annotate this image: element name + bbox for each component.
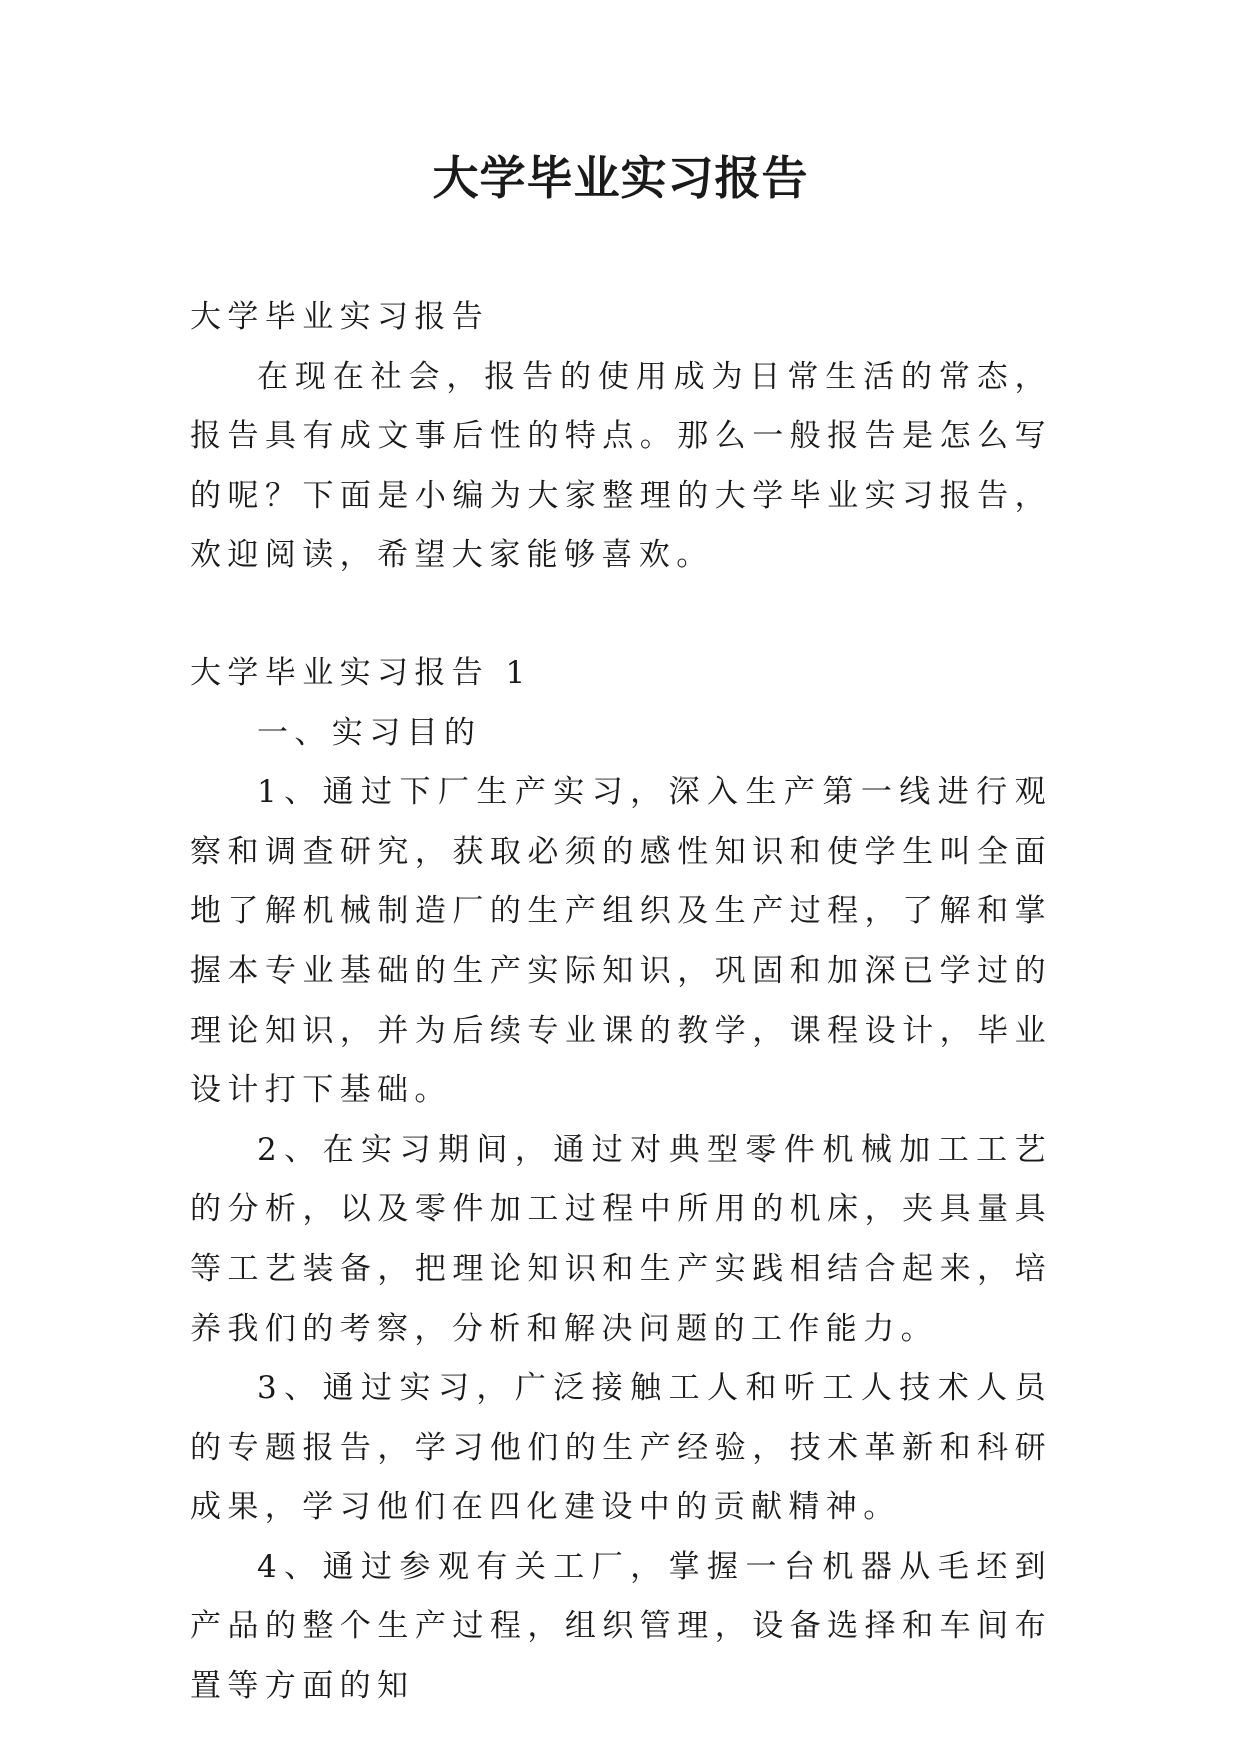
document-body — [190, 288, 1052, 1717]
purpose-item-4: 4、通过参观有关工厂，掌握一台机器从毛坯到产品的整个生产过程，组织管理，设备选择和车间布置等方面的知 — [190, 1548, 1052, 1705]
subheading-internship-purpose: 一、实习目的 — [257, 714, 482, 751]
section-heading-report-1: 大学毕业实习报告 1 — [190, 654, 532, 691]
purpose-item-2: 2、在实习期间，通过对典型零件机械加工工艺的分析，以及零件加工过程中所用的机床，夹具量具等工艺装备，把理论知识和生产实践相结合起来，培养我们的考察，分析和解决问题的工作能力。 — [190, 1131, 1052, 1347]
purpose-item-1: 1、通过下厂生产实习，深入生产第一线进行观察和调查研究，获取必须的感性知识和使学生叫全面地了解机械制造厂的生产组织及生产过程，了解和掌握本专业基础的生产实际知识，巩固和加深已学过的理论知识，并为后续专业课的教学，课程设计，毕业设计打下基础。 — [190, 774, 1052, 1109]
section-heading-intro: 大学毕业实习报告 — [190, 299, 490, 335]
purpose-item-3: 3、通过实习，广泛接触工人和听工人技术人员的专题报告，学习他们的生产经验，技术革新和科研成果，学习他们在四化建设中的贡献精神。 — [190, 1370, 1052, 1526]
intro-paragraph: 在现在社会，报告的使用成为日常生活的常态，报告具有成文事后性的特点。那么一般报告是怎么写的呢？下面是小编为大家整理的大学毕业实习报告，欢迎阅读，希望大家能够喜欢。 — [190, 358, 1052, 574]
document-title: 大学毕业实习报告 — [432, 151, 809, 205]
